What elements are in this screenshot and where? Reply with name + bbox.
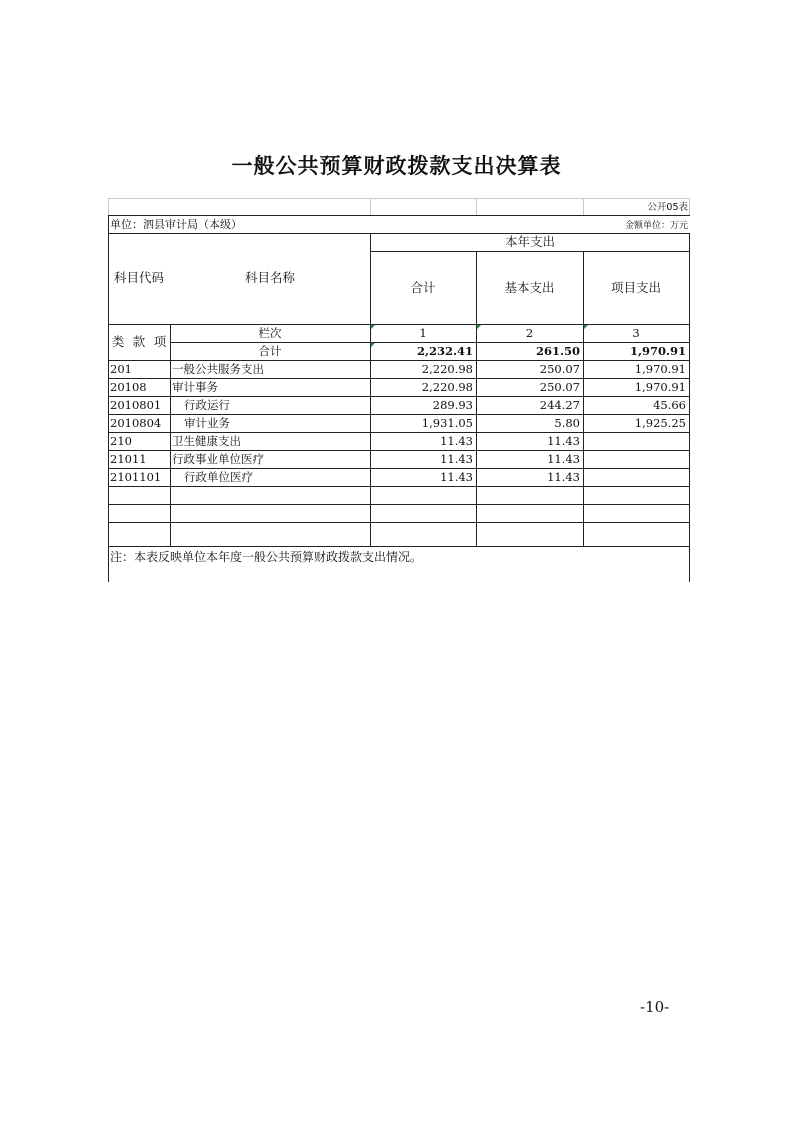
row-project: 1,970.91 bbox=[634, 362, 686, 376]
row-code: 201 bbox=[110, 362, 132, 376]
row-code: 2010801 bbox=[110, 398, 162, 412]
header-name: 科目名称 bbox=[244, 270, 295, 285]
header-kuan: 款 bbox=[132, 334, 146, 349]
row-project: 45.66 bbox=[653, 398, 686, 412]
row-code: 20108 bbox=[110, 380, 147, 394]
row-name: 审计事务 bbox=[172, 380, 218, 394]
row-project: 1,925.25 bbox=[634, 416, 686, 430]
row-basic: 250.07 bbox=[539, 380, 580, 394]
row-total: 2,220.98 bbox=[421, 380, 473, 394]
row-code: 21011 bbox=[110, 452, 147, 466]
expenditure-table bbox=[108, 198, 690, 582]
header-code: 科目代码 bbox=[113, 270, 164, 285]
row-basic: 250.07 bbox=[539, 362, 580, 376]
table-note: 注：本表反映单位本年度一般公共预算财政拨款支出情况。 bbox=[110, 550, 423, 564]
row-name: 审计业务 bbox=[184, 416, 230, 430]
row-basic: 11.43 bbox=[547, 452, 580, 466]
row-total: 2,220.98 bbox=[421, 362, 473, 376]
row-basic: 11.43 bbox=[547, 470, 580, 484]
page-title: 一般公共预算财政拨款支出决算表 bbox=[231, 154, 562, 178]
row-code: 2010804 bbox=[110, 416, 162, 430]
total-row-total: 2,232.41 bbox=[416, 344, 473, 358]
row-name: 行政运行 bbox=[184, 398, 230, 412]
unit-label: 单位：泗县审计局（本级） bbox=[110, 218, 242, 231]
row-total: 289.93 bbox=[432, 398, 473, 412]
row-basic: 11.43 bbox=[547, 434, 580, 448]
header-col3: 3 bbox=[632, 326, 640, 340]
row-name: 一般公共服务支出 bbox=[172, 362, 264, 376]
header-col1: 1 bbox=[419, 326, 427, 340]
amount-unit: 金额单位：万元 bbox=[624, 221, 688, 231]
page-number: -10- bbox=[640, 998, 670, 1016]
row-code: 210 bbox=[110, 434, 132, 448]
row-code: 2101101 bbox=[110, 470, 162, 484]
total-row-basic: 261.50 bbox=[535, 344, 580, 358]
header-lanci: 栏次 bbox=[258, 326, 282, 340]
header-basic: 基本支出 bbox=[504, 280, 555, 295]
row-basic: 244.27 bbox=[539, 398, 580, 412]
row-total: 11.43 bbox=[440, 434, 473, 448]
header-col2: 2 bbox=[525, 326, 534, 340]
total-row-label: 合计 bbox=[258, 344, 282, 358]
row-total: 11.43 bbox=[440, 470, 473, 484]
row-total: 1,931.05 bbox=[421, 416, 473, 430]
row-name: 行政单位医疗 bbox=[184, 470, 253, 484]
header-total: 合计 bbox=[410, 280, 436, 295]
row-name: 行政事业单位医疗 bbox=[172, 452, 264, 466]
row-total: 11.43 bbox=[440, 452, 473, 466]
header-lei: 类 bbox=[111, 334, 125, 349]
header-year-group: 本年支出 bbox=[504, 234, 555, 249]
header-xiang: 项 bbox=[153, 334, 167, 349]
header-project: 项目支出 bbox=[610, 280, 661, 295]
row-name: 卫生健康支出 bbox=[172, 434, 241, 448]
row-basic: 5.80 bbox=[554, 416, 580, 430]
form-number: 公开05表 bbox=[647, 202, 688, 213]
total-row-project: 1,970.91 bbox=[629, 344, 686, 358]
row-project: 1,970.91 bbox=[634, 380, 686, 394]
